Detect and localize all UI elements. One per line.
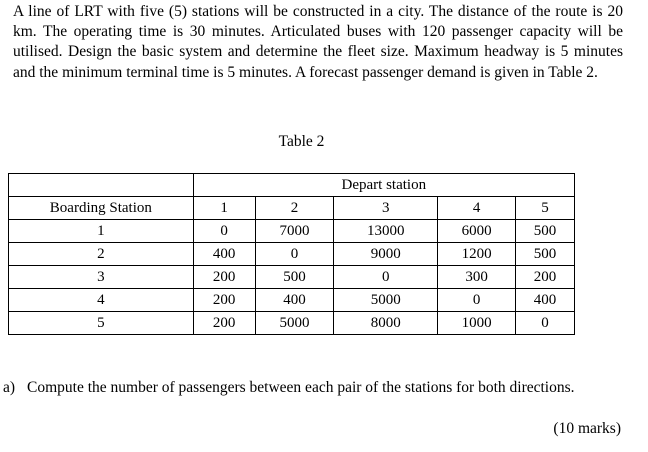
question-label: a) — [3, 379, 16, 396]
boarding-station-header: Boarding Station — [9, 197, 194, 220]
question-text: Compute the number of passengers between each pair of the stations for both directions. — [27, 379, 575, 396]
table-cell: 400 — [516, 289, 575, 312]
table-cell: 500 — [516, 243, 575, 266]
column-header: 2 — [255, 197, 334, 220]
table-row — [9, 243, 575, 266]
table-cell: 13000 — [334, 220, 438, 243]
table-cell: 7000 — [255, 220, 334, 243]
table-cell: 400 — [193, 243, 255, 266]
table-cell: 5000 — [255, 312, 334, 335]
table-cell: 8000 — [334, 312, 438, 335]
row-station: 2 — [9, 243, 194, 266]
row-station: 1 — [9, 220, 194, 243]
question-marks: (10 marks) — [553, 420, 621, 437]
table-row — [9, 312, 575, 335]
table-row — [9, 289, 575, 312]
table-cell: 9000 — [334, 243, 438, 266]
table-cell: 1000 — [438, 312, 516, 335]
row-station: 3 — [9, 266, 194, 289]
row-station: 5 — [9, 312, 194, 335]
column-header: 3 — [334, 197, 438, 220]
depart-station-header: Depart station — [193, 174, 574, 197]
table-row — [9, 220, 575, 243]
table-column-header-row — [9, 197, 575, 220]
table-empty-cell — [9, 174, 194, 197]
table-cell: 200 — [193, 266, 255, 289]
question-a — [3, 378, 623, 399]
column-header: 4 — [438, 197, 516, 220]
table-cell: 0 — [255, 243, 334, 266]
table-caption: Table 2 — [278, 133, 325, 150]
table-cell: 300 — [438, 266, 516, 289]
table-cell: 400 — [255, 289, 334, 312]
table-cell: 0 — [334, 266, 438, 289]
table-cell: 500 — [516, 220, 575, 243]
column-header: 5 — [516, 197, 575, 220]
table-cell: 500 — [255, 266, 334, 289]
table-cell: 200 — [193, 289, 255, 312]
problem-statement: A line of LRT with five (5) stations will be constructed in a city. The distance of the route is 20 km. The operating time is 30 minutes. Articulated buses with 120 passenger capacity will be utilised. Design the basic system and determine the fleet size. Maximum headway is 5 minutes and the minimum terminal time is 5 minutes. A forecast passenger demand is given in Table 2. — [13, 3, 623, 81]
table-cell: 200 — [516, 266, 575, 289]
table-group-header-row — [9, 174, 575, 197]
demand-table — [8, 173, 575, 335]
table-cell: 1200 — [438, 243, 516, 266]
table-cell: 6000 — [438, 220, 516, 243]
table-cell: 0 — [438, 289, 516, 312]
table-cell: 5000 — [334, 289, 438, 312]
row-station: 4 — [9, 289, 194, 312]
table-cell: 0 — [516, 312, 575, 335]
table-cell: 0 — [193, 220, 255, 243]
table-row — [9, 266, 575, 289]
table-cell: 200 — [193, 312, 255, 335]
column-header: 1 — [193, 197, 255, 220]
